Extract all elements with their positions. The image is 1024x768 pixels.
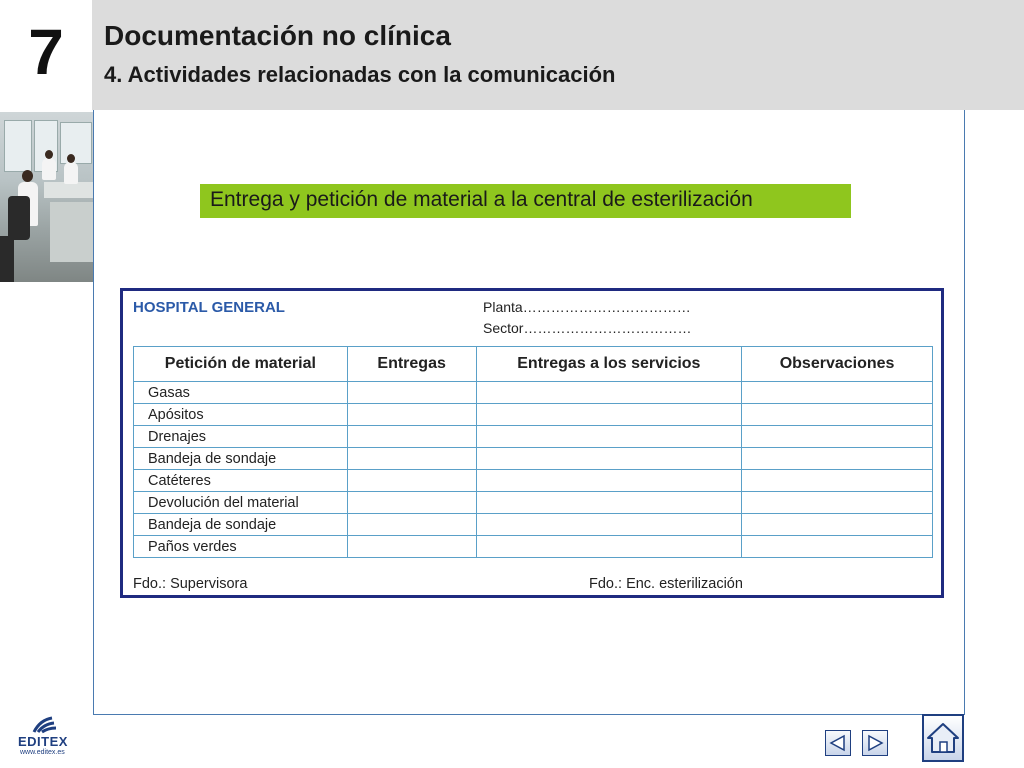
table-row [134, 426, 933, 448]
home-icon [926, 720, 960, 756]
material-name: Devolución del material [134, 492, 348, 514]
table-row [134, 492, 933, 514]
home-button[interactable] [922, 714, 964, 762]
material-name: Bandeja de sondaje [134, 448, 348, 470]
previous-slide-button[interactable] [825, 730, 851, 756]
entregas-servicios-cell [476, 470, 742, 492]
entregas-servicios-cell [476, 492, 742, 514]
observaciones-cell [742, 514, 933, 536]
entregas-cell [347, 382, 476, 404]
material-table [133, 346, 933, 558]
material-name: Gasas [134, 382, 348, 404]
observaciones-cell [742, 382, 933, 404]
entregas-servicios-cell [476, 536, 742, 558]
chapter-number: 7 [28, 16, 64, 88]
column-header: Observaciones [742, 347, 933, 382]
entregas-cell [347, 404, 476, 426]
observaciones-cell [742, 536, 933, 558]
material-name: Apósitos [134, 404, 348, 426]
material-name: Paños verdes [134, 536, 348, 558]
entregas-cell [347, 536, 476, 558]
triangle-left-icon [829, 734, 847, 752]
entregas-cell [347, 492, 476, 514]
entregas-cell [347, 426, 476, 448]
material-name: Bandeja de sondaje [134, 514, 348, 536]
form-planta-field: Planta……………………………… [483, 299, 691, 315]
table-row [134, 382, 933, 404]
observaciones-cell [742, 404, 933, 426]
slide-subtitle: 4. Actividades relacionadas con la comunicación [104, 62, 616, 87]
triangle-right-icon [866, 734, 884, 752]
entregas-cell [347, 470, 476, 492]
signature-supervisora: Fdo.: Supervisora [133, 576, 248, 592]
material-request-form [120, 288, 944, 598]
observaciones-cell [742, 448, 933, 470]
next-slide-button[interactable] [862, 730, 888, 756]
form-sector-field: Sector……………………………… [483, 320, 692, 336]
hospital-office-photo [0, 112, 94, 282]
entregas-servicios-cell [476, 448, 742, 470]
slide-title: Documentación no clínica [104, 20, 451, 51]
observaciones-cell [742, 492, 933, 514]
slide-header [92, 0, 1024, 110]
entregas-servicios-cell [476, 514, 742, 536]
editex-logo-icon [18, 712, 78, 736]
observaciones-cell [742, 470, 933, 492]
table-row [134, 514, 933, 536]
form-hospital-name: HOSPITAL GENERAL [133, 299, 285, 316]
table-row [134, 536, 933, 558]
editex-logo-text: EDITEX [18, 734, 68, 749]
editex-logo-url: www.editex.es [20, 749, 65, 756]
table-row [134, 404, 933, 426]
table-header-row [134, 347, 933, 382]
entregas-cell [347, 448, 476, 470]
table-row [134, 448, 933, 470]
column-header: Petición de material [134, 347, 348, 382]
entregas-servicios-cell [476, 382, 742, 404]
entregas-servicios-cell [476, 426, 742, 448]
table-row [134, 470, 933, 492]
column-header: Entregas [347, 347, 476, 382]
column-header: Entregas a los servicios [476, 347, 742, 382]
signature-esterilizacion: Fdo.: Enc. esterilización [589, 576, 743, 592]
section-label: Entrega y petición de material a la central de esterilización [200, 184, 851, 218]
material-name: Drenajes [134, 426, 348, 448]
material-name: Catéteres [134, 470, 348, 492]
chapter-number-box [0, 0, 92, 110]
entregas-servicios-cell [476, 404, 742, 426]
entregas-cell [347, 514, 476, 536]
observaciones-cell [742, 426, 933, 448]
